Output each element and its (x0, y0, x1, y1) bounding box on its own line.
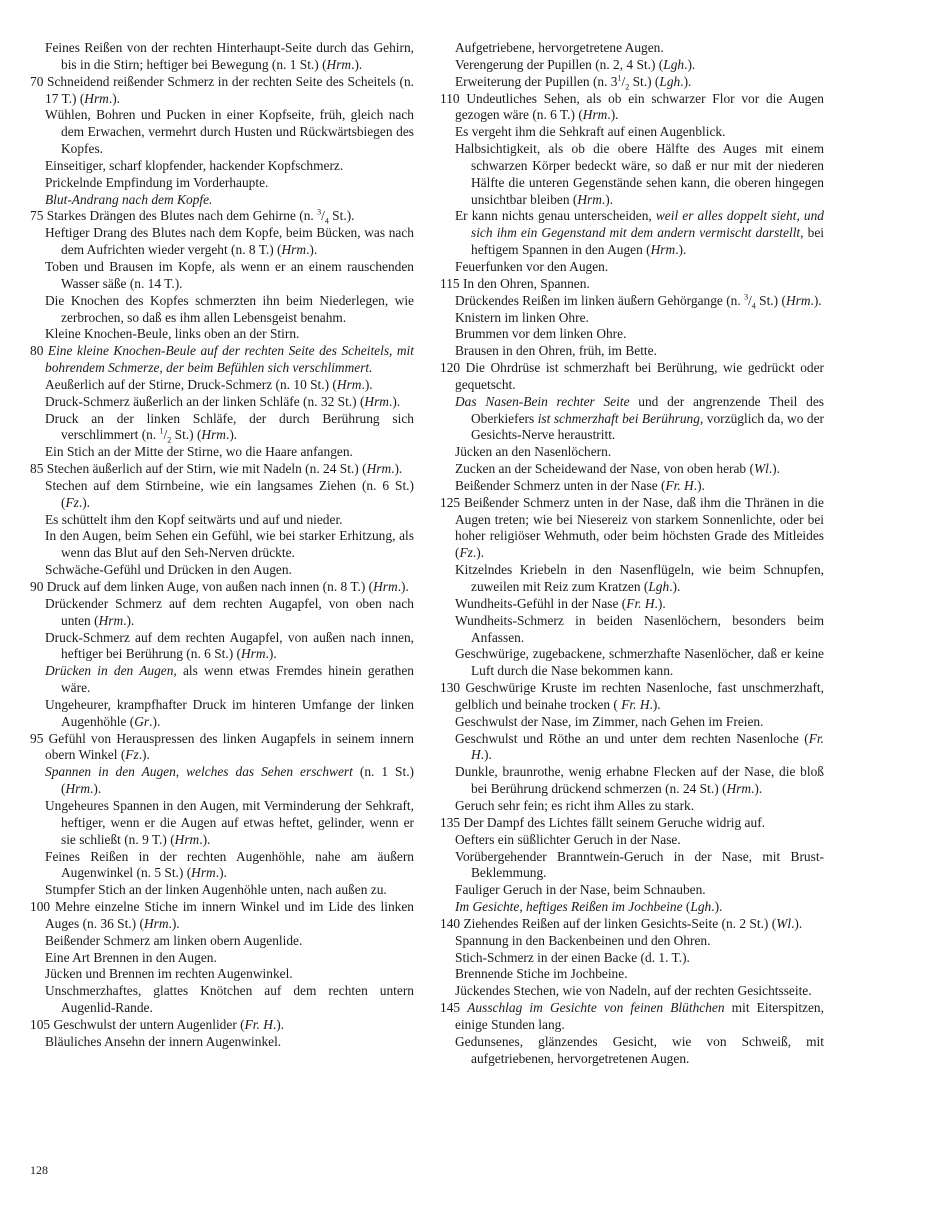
symptom-entry (440, 832, 824, 849)
symptom-entry (30, 1017, 414, 1034)
entry-text: Gefühl von Herauspressen des linken Augapfels in seinem innern obern Winkel ( (45, 730, 414, 763)
entry-number: 145 (440, 1000, 461, 1016)
entry-text: ( (682, 899, 691, 915)
entry-text: Kleine Knochen-Beule, links oben an der Stirn. (45, 326, 300, 342)
entry-text: Druck an der linken Schläfe, der durch Berührung sich verschlimmert (n. (45, 410, 414, 443)
entry-number: 135 (440, 814, 461, 830)
italic-text: Hrm (98, 612, 124, 628)
symptom-entry (440, 124, 824, 141)
symptom-entry (30, 377, 414, 394)
entry-text: .). (607, 107, 619, 123)
entry-text: 4 (751, 301, 756, 311)
symptom-entry (30, 731, 414, 765)
symptom-entry (440, 293, 824, 310)
entry-text: Mehre einzelne Stiche im innern Winkel und im Lide des linken Auges (n. 36 St.) ( (45, 899, 414, 931)
entry-text: Vorübergehender Branntwein-Geruch in der Nase, mit Brust-Beklemmung. (455, 848, 824, 881)
symptom-entry (440, 1034, 824, 1068)
entry-text: und der angrenzende Theil des Oberkiefers (471, 393, 824, 426)
entry-text: Spannung in den Backenbeinen und den Ohren. (455, 932, 711, 948)
italic-text: Fr. H (665, 477, 694, 493)
italic-text: Hrm (726, 781, 752, 797)
entry-text: Zucken an der Scheidewand der Nase, von oben herab ( (455, 461, 754, 477)
entry-number: 125 (440, 494, 461, 510)
italic-text: Im Gesichte, heftiges Reißen im Jochbeine (455, 899, 683, 915)
entry-text: Druck auf dem linken Auge, von außen nach innen (n. 8 T.) ( (46, 579, 374, 594)
entry-text: .). (472, 545, 485, 561)
italic-text: ist schmerzhaft bei Berührung, (537, 410, 704, 426)
entry-text: / (621, 73, 626, 89)
entry-text: .). (225, 427, 238, 443)
symptom-entry (440, 208, 824, 259)
entry-text: .). (601, 191, 614, 207)
italic-text: Das Nasen-Bein rechter Seite (455, 393, 630, 409)
entry-text: Erweiterung der Pupillen (n. 3 (455, 73, 618, 89)
entry-text: Verengerung der Pupillen (n. 2, 4 St.) ( (455, 56, 664, 72)
entry-text: 2 (167, 436, 172, 446)
entry-text: Kitzelndes Kriebeln in den Nasenflügeln, wie beim Schnupfen, zuweilen mit Reiz zum Kratzen ( (455, 562, 824, 594)
entry-text: Undeutliches Sehen, als ob ein schwarzer Flor vor die Augen gezogen wäre (n. 6 T.) ( (455, 90, 824, 123)
symptom-entry (440, 40, 824, 57)
italic-text: Lgh (690, 899, 712, 915)
symptom-entry (440, 74, 824, 91)
entry-text: .). (215, 865, 227, 881)
italic-text: Ausschlag im Gesichte von feinen Blüthchen (467, 1000, 725, 1016)
entry-text: Feines Reißen von der rechten Hinterhaupt-Seite durch das Gehirn, bis in die Stirn; heftiger bei Bewegung (n. 1 St.) ( (45, 40, 414, 72)
symptom-entry (30, 225, 414, 259)
entry-text: Eine Art Brennen in den Augen. (45, 949, 217, 965)
symptom-entry (30, 394, 414, 411)
entry-text: Druck-Schmerz auf dem rechten Augapfel, von außen nach innen, heftiger bei Berührung (n. 6 St.) ( (45, 629, 414, 662)
entry-number: 105 (30, 1016, 51, 1032)
entry-number: 85 (30, 461, 44, 477)
entry-text: .). (654, 595, 666, 611)
symptom-entry (440, 444, 824, 461)
symptom-entry (30, 849, 414, 883)
entry-number: 140 (440, 915, 461, 931)
entry-text: Es vergeht ihm die Sehkraft auf einen Augenblick. (455, 124, 726, 140)
symptom-entry (440, 495, 824, 562)
entry-text: Schneidend reißender Schmerz in der rechten Seite des Scheitels (n. 17 T.) ( (45, 73, 414, 106)
entry-text: .). (810, 292, 822, 308)
entry-text: 4 (324, 217, 329, 227)
entry-text: Fauliger Geruch in der Nase, beim Schnauben. (455, 882, 706, 898)
entry-number: 130 (440, 680, 461, 696)
entry-text: Starkes Drängen des Blutes nach dem Gehirne (n. (46, 208, 318, 224)
symptom-entry (440, 326, 824, 343)
symptom-entry (30, 630, 414, 664)
italic-text: Hrm (336, 376, 362, 392)
symptom-entry (440, 91, 824, 125)
entry-text: Brausen in den Ohren, früh, im Bette. (455, 343, 657, 359)
entry-number: 120 (440, 360, 461, 376)
entry-text: .). (361, 376, 373, 392)
entry-text: Wühlen, Bohren und Pucken in einer Kopfseite, früh, gleich nach dem Erwachen, vermehrt durch Husten und Rückwärtsbiegen des Kopfes. (45, 107, 414, 157)
entry-text: .). (397, 579, 409, 594)
italic-text: Hrm (326, 56, 352, 72)
symptom-entry (30, 663, 414, 697)
italic-text: Hrm (364, 393, 389, 409)
entry-text: Ungeheurer, krampfhafter Druck im hinteren Umfange der linken Augenhöhle ( (45, 696, 414, 729)
entry-text: Beißender Schmerz am linken obern Augenlide. (45, 932, 303, 948)
entry-text: Drückender Schmerz auf dem rechten Augapfel, von oben nach unten ( (45, 595, 414, 628)
entry-text: Jücken und Brennen im rechten Augenwinkel. (45, 966, 293, 982)
entry-number: 90 (30, 579, 44, 594)
entry-text: .). (199, 831, 211, 847)
italic-text: Hrm (577, 191, 602, 207)
symptom-entry (440, 478, 824, 495)
entry-text: .). (168, 915, 180, 931)
symptom-entry (30, 192, 414, 209)
entry-text: 3 (744, 292, 749, 302)
entry-text: Geschwürige, zugebackene, schmerzhafte Nasenlöcher, daß er keine Luft durch die Nase bekommen kann. (455, 646, 824, 679)
italic-text: Fz (65, 494, 79, 510)
italic-text: Lgh (663, 56, 685, 72)
symptom-entry (30, 259, 414, 293)
entry-text: .). (649, 696, 661, 712)
entry-text: .). (272, 1016, 285, 1032)
entry-text: / (748, 292, 752, 308)
entry-text: .). (675, 242, 687, 258)
entry-text: .). (391, 461, 403, 477)
entry-text: Ein Stich an der Mitte der Stirne, wo die Haare anfangen. (45, 444, 353, 460)
symptom-entry (440, 343, 824, 360)
symptom-entry (30, 950, 414, 967)
symptom-entry (440, 764, 824, 798)
entry-text: / (163, 427, 168, 443)
entry-number: 80 (30, 343, 44, 359)
entry-text: Die Ohrdrüse ist schmerzhaft bei Berührung, wie gedrückt oder gequetscht. (455, 360, 824, 392)
entry-text: Es schüttelt ihm den Kopf seitwärts und auf und nieder. (45, 511, 343, 527)
symptom-entry (440, 983, 824, 1000)
entry-text: Ziehendes Reißen auf der linken Gesichts-Seite (n. 2 St.) ( (463, 915, 777, 931)
entry-text: Prickelnde Empfindung im Vorderhaupte. (45, 174, 269, 190)
entry-text: .). (480, 747, 492, 763)
entry-text: Bläuliches Ansehn der innern Augenwinkel. (45, 1033, 282, 1049)
entry-text: vorzüglich da, wo der Gesichts-Nerve heraustritt. (471, 410, 824, 443)
entry-text: .). (78, 494, 91, 510)
italic-text: Hrm (785, 292, 811, 308)
entry-text: St.) ( (755, 292, 786, 308)
symptom-entry (440, 815, 824, 832)
left-column (30, 40, 414, 1051)
italic-text: Hrm (281, 242, 307, 258)
italic-text: Fr. H (621, 696, 650, 712)
entry-text: Druck-Schmerz äußerlich an der linken Schläfe (n. 32 St.) ( (45, 393, 365, 409)
italic-text: Fz (125, 747, 139, 763)
entry-text: Wundheits-Schmerz in beiden Nasenlöchern, besonders beim Anfassen. (455, 612, 824, 645)
entry-text: Einseitiger, scharf klopfender, hackender Kopfschmerz. (45, 157, 344, 173)
entry-text: 1 (617, 73, 622, 83)
entry-number: 95 (30, 730, 44, 746)
symptom-entry (440, 596, 824, 613)
italic-text: Fr. H (471, 730, 824, 763)
entry-text: Brummen vor dem linken Ohre. (455, 326, 627, 342)
italic-text: Blut-Andrang nach dem Kopfe. (45, 191, 213, 207)
entry-text: St.) ( (629, 73, 660, 89)
entry-text: Die Knochen des Kopfes schmerzten ihn beim Niederlegen, wie zerbrochen, so daß es ihm allen Lebensgeist benahm. (45, 292, 414, 325)
italic-text: Hrm (650, 242, 676, 258)
symptom-entry (30, 579, 414, 596)
symptom-entry (30, 764, 414, 798)
symptom-entry (30, 899, 414, 933)
entry-text: .). (306, 242, 318, 258)
italic-text: Hrm (174, 831, 200, 847)
entry-text: Schwäche-Gefühl und Drücken in den Augen. (45, 562, 292, 578)
entry-text: (n. 1 St.) ( (61, 764, 415, 797)
symptom-entry (30, 175, 414, 192)
italic-text: Fz (459, 545, 473, 561)
entry-text: .). (265, 646, 277, 662)
symptom-entry (440, 933, 824, 950)
entry-number: 100 (30, 899, 51, 915)
entry-text: .). (90, 781, 102, 797)
entry-text: Stechen äußerlich auf der Stirn, wie mit Nadeln (n. 24 St.) ( (46, 461, 367, 477)
symptom-entry (440, 882, 824, 899)
entry-text: Knistern im linken Ohre. (455, 309, 589, 325)
entry-text: Beißender Schmerz unten in der Nase ( (455, 477, 666, 493)
entry-text: Er kann nichts genau unterscheiden, (455, 208, 656, 224)
entry-text: 2 (625, 82, 630, 92)
entry-text: Jücken an den Nasenlöchern. (455, 444, 612, 460)
entry-text: Jückendes Stechen, wie von Nadeln, auf der rechten Gesichtsseite. (455, 983, 812, 999)
entry-text: St.). (328, 208, 355, 224)
entry-text: Ungeheures Spannen in den Augen, mit Verminderung der Sehkraft, heftiger, wenn er die Augen auf etwas heftet, gelinder, wenn er sie schließt (n. 9 T.) ( (45, 797, 414, 847)
entry-text: Gedunsenes, glänzendes Gesicht, wie von Schweiß, mit aufgetriebenen, hervorgetretenen Augen. (455, 1033, 824, 1066)
italic-text: Eine kleine Knochen-Beule auf der rechten Seite des Scheitels, mit bohrendem Schmerze, der beim Befühlen sich verschlimmert. (45, 343, 414, 376)
entry-text: Geschwürige Kruste im rechten Nasenloche, fast unschmerzhaft, gelblich und beinahe trocken ( (455, 680, 824, 712)
italic-text: Fr. H (626, 595, 655, 611)
entry-text: Unschmerzhaftes, glattes Knötchen auf dem rechten untern Augenlid-Rande. (45, 983, 414, 1016)
symptom-entry (30, 478, 414, 512)
symptom-entry (440, 798, 824, 815)
italic-text: Hrm (143, 915, 169, 931)
entry-text: .). (711, 899, 723, 915)
symptom-entry (30, 208, 414, 225)
entry-text: 3 (317, 207, 322, 217)
entry-text: In den Augen, beim Sehen ein Gefühl, wie bei starker Erhitzung, als wenn das Blut auf den Seh-Nerven drückte. (45, 528, 414, 561)
symptom-entry (30, 798, 414, 849)
entry-text: .). (388, 393, 401, 409)
symptom-entry (30, 343, 414, 377)
italic-text: Hrm (373, 579, 398, 594)
entry-text: Aufgetriebene, hervorgetretene Augen. (455, 40, 664, 55)
entry-text: mit Eiterspitzen, einige Stunden lang. (455, 1000, 824, 1032)
symptom-entry (440, 714, 824, 731)
entry-text: Beißender Schmerz unten in der Nase, daß ihm die Thränen in die Augen treten; wie bei Niesereiz von starkem Sonnenlichte, oder bei hoher religiöser Wehmuth, oder beim höchsten Grade des Mitleides ( (455, 494, 824, 561)
entry-text: Drückendes Reißen im linken äußern Gehörgange (n. (455, 292, 745, 308)
symptom-entry (30, 461, 414, 478)
symptom-entry (440, 966, 824, 983)
symptom-entry (440, 276, 824, 293)
entry-text: .). (138, 747, 150, 763)
entry-text: .). (684, 56, 696, 72)
entry-number: 70 (30, 73, 44, 89)
entry-text: Feuerfunken vor den Augen. (455, 258, 609, 274)
italic-text: Lgh (648, 579, 670, 594)
symptom-entry (30, 158, 414, 175)
italic-text: Wl (753, 461, 769, 477)
symptom-entry (440, 57, 824, 74)
entry-text: .). (680, 73, 692, 89)
entry-text: Heftiger Drang des Blutes nach dem Kopfe, beim Bücken, was nach dem Aufrichten wieder vergeht (n. 8 T.) ( (45, 225, 414, 258)
entry-text: Stechen auf dem Stirnbeine, wie ein langsames Ziehen (n. 6 St.) ( (45, 477, 414, 510)
entry-text: Oefters ein süßlichter Geruch in der Nase. (455, 831, 681, 847)
symptom-entry (30, 882, 414, 899)
entry-text: .). (123, 612, 135, 628)
entry-text: .). (768, 461, 780, 477)
symptom-entry (440, 461, 824, 478)
symptom-entry (30, 107, 414, 158)
symptom-entry (30, 512, 414, 529)
entry-text: St.) ( (171, 427, 202, 443)
symptom-entry (30, 596, 414, 630)
symptom-entry (30, 40, 414, 74)
italic-text: Lgh (659, 73, 681, 89)
italic-text: Hrm (582, 107, 608, 123)
entry-text: .). (669, 579, 681, 594)
entry-text: Halbsichtigkeit, als ob die obere Hälfte des Auges mit einem schwarzen Körper bedeckt wäre, so daß er nur mit der niederen Hälfte die unteren Gegenstände sehen kann, die oberen hingegen unsichtbar bleiben ( (455, 141, 824, 207)
symptom-entry (30, 966, 414, 983)
entry-text: Stich-Schmerz in der einen Backe (d. 1. T.). (455, 949, 690, 965)
entry-text: Toben und Brausen im Kopfe, als wenn er an einem rauschenden Wasser säße (n. 14 T.). (45, 258, 414, 291)
symptom-entry (440, 310, 824, 327)
entry-text: Stumpfer Stich an der linken Augenhöhle unten, nach außen zu. (45, 882, 387, 898)
italic-text: Hrm (65, 781, 91, 797)
symptom-entry (440, 1000, 824, 1034)
symptom-entry (440, 849, 824, 883)
symptom-entry (30, 697, 414, 731)
symptom-entry (440, 613, 824, 647)
entry-text: Wundheits-Gefühl in der Nase ( (455, 595, 627, 611)
italic-text: Spannen in den Augen, welches das Sehen erschwert (45, 764, 353, 780)
italic-text: Hrm (366, 461, 392, 477)
symptom-entry (30, 1034, 414, 1051)
entry-text: als wenn etwas Fremdes hinein gerathen wäre. (61, 663, 414, 696)
entry-text: .). (693, 477, 705, 493)
symptom-entry (440, 916, 824, 933)
italic-text: Fr. H (244, 1016, 273, 1032)
symptom-entry (30, 444, 414, 461)
entry-text: .). (751, 781, 763, 797)
entry-number: 110 (440, 90, 460, 106)
entry-text: / (321, 208, 325, 224)
entry-text: 1 (159, 426, 164, 436)
symptom-entry (30, 293, 414, 327)
entry-text: Feines Reißen in der rechten Augenhöhle, nahe am äußern Augenwinkel (n. 5 St.) ( (45, 848, 414, 881)
italic-text: Gr (134, 713, 150, 729)
symptom-entry (440, 562, 824, 596)
symptom-entry (440, 141, 824, 208)
italic-text: Hrm (191, 865, 216, 881)
entry-text: In den Ohren, Spannen. (462, 275, 590, 291)
entry-text: .). (351, 56, 363, 72)
entry-text: Geschwulst der untern Augenlider ( (53, 1016, 245, 1032)
entry-text: Geschwulst der Nase, im Zimmer, nach Gehen im Freien. (455, 713, 764, 729)
symptom-entry (30, 326, 414, 343)
italic-text: Hrm (240, 646, 266, 662)
entry-text: Aeußerlich auf der Stirne, Druck-Schmerz (n. 10 St.) ( (45, 376, 337, 392)
symptom-entry (30, 933, 414, 950)
entry-text: .). (791, 915, 803, 931)
entry-text: .). (149, 713, 161, 729)
symptom-entry (440, 899, 824, 916)
symptom-entry (30, 983, 414, 1017)
right-column (440, 40, 824, 1067)
entry-text: Geschwulst und Röthe an und unter dem rechten Nasenloche ( (455, 730, 809, 746)
entry-text: Dunkle, braunrothe, wenig erhabne Flecken auf der Nase, die bloß bei Berührung drückend schmerzen (n. 24 St.) ( (455, 764, 824, 797)
entry-text: Der Dampf des Lichtes fällt seinem Geruche widrig auf. (463, 814, 766, 830)
symptom-entry (440, 360, 824, 394)
symptom-entry (30, 528, 414, 562)
entry-number: 115 (440, 275, 460, 291)
symptom-entry (440, 259, 824, 276)
entry-text: Geruch sehr fein; es richt ihm Alles zu stark. (455, 797, 695, 813)
symptom-entry (30, 74, 414, 108)
page-number: 128 (30, 1163, 48, 1177)
symptom-entry (440, 646, 824, 680)
entry-text: bei heftigem Spannen in den Augen ( (471, 225, 824, 258)
symptom-entry (440, 680, 824, 714)
symptom-entry (440, 394, 824, 445)
italic-text: Drücken in den Augen, (45, 663, 177, 679)
symptom-entry (30, 411, 414, 445)
symptom-entry (30, 562, 414, 579)
entry-number: 75 (30, 208, 44, 224)
entry-text: Brennende Stiche im Jochbeine. (455, 966, 628, 982)
symptom-entry (440, 950, 824, 967)
italic-text: Hrm (84, 90, 109, 106)
entry-text: .). (108, 90, 121, 106)
italic-text: weil er alles doppelt sieht, und sich ihm ein Gegenstand mit dem andern vermischt darstellt, (471, 208, 824, 241)
italic-text: Wl (776, 915, 792, 931)
symptom-entry (440, 731, 824, 765)
italic-text: Hrm (201, 427, 226, 443)
